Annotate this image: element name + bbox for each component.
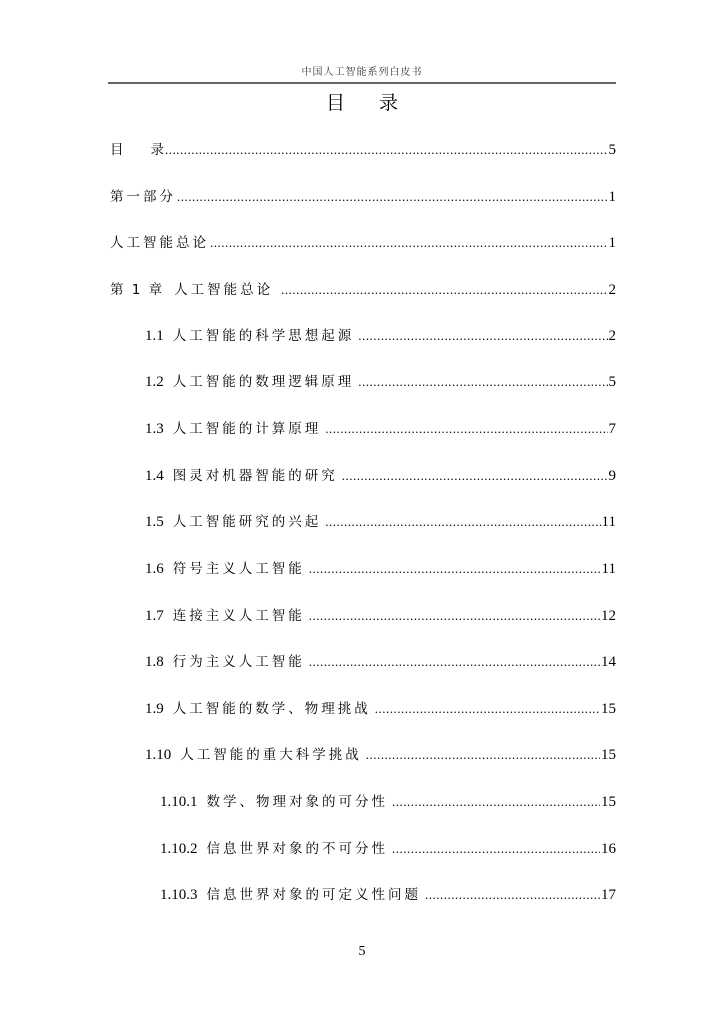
toc-entry-page: 15 xyxy=(601,701,616,717)
toc-leader-dots xyxy=(342,466,608,486)
toc-leader-dots xyxy=(425,885,600,905)
toc-leader-dots xyxy=(165,140,608,160)
toc-entry-chapter-1[interactable] xyxy=(110,280,616,300)
toc-entry-number: 1.3 xyxy=(145,421,164,437)
toc-entry-page: 15 xyxy=(601,794,616,810)
toc-entry-number: 1.10.3 xyxy=(160,887,198,903)
toc-entry-label: 人工智能研究的兴起 xyxy=(172,514,322,530)
header-rule xyxy=(108,82,616,84)
toc-entry-page: 16 xyxy=(601,841,616,857)
toc-entry-label: 图灵对机器智能的研究 xyxy=(172,468,338,484)
toc-leader-dots xyxy=(177,187,608,207)
toc-entry-label: 行为主义人工智能 xyxy=(172,654,305,670)
toc-leader-dots xyxy=(281,280,607,300)
toc-leader-dots xyxy=(392,839,600,859)
toc-title xyxy=(108,88,616,115)
toc-entry-1-3[interactable] xyxy=(145,419,616,439)
toc-entry-page: 5 xyxy=(608,142,616,158)
toc-entry-label: 符号主义人工智能 xyxy=(172,561,305,577)
toc-entry-label: 目 录 xyxy=(110,142,164,158)
toc-entry-page: 11 xyxy=(601,561,616,577)
toc-leader-dots xyxy=(375,699,600,719)
toc-entry-label: 信息世界对象的可定义性问题 xyxy=(206,887,421,903)
toc-entry-label: 人工智能的计算原理 xyxy=(172,421,322,437)
toc-entry-page: 7 xyxy=(608,421,616,437)
toc-entry-page: 2 xyxy=(608,328,616,344)
toc-entry-number: 第 1 章 xyxy=(110,282,165,298)
toc-leader-dots xyxy=(366,745,600,765)
toc-entry-1-8[interactable] xyxy=(145,652,616,672)
toc-entry-page: 2 xyxy=(608,282,616,298)
toc-entry-label: 人工智能的数理逻辑原理 xyxy=(172,374,355,390)
toc-entry-1-7[interactable] xyxy=(145,606,616,626)
toc-entry-part-1[interactable] xyxy=(110,187,616,207)
toc-entry-1-6[interactable] xyxy=(145,559,616,579)
toc-entry-page: 17 xyxy=(601,887,616,903)
toc-entry-1-5[interactable] xyxy=(145,512,616,532)
toc-entry-label: 人工智能的数学、物理挑战 xyxy=(172,701,371,717)
toc-entry-page: 1 xyxy=(608,235,616,251)
toc-entry-label: 数学、物理对象的可分性 xyxy=(206,794,388,810)
toc-leader-dots xyxy=(309,652,600,672)
toc-entry-label: 人工智能的科学思想起源 xyxy=(172,328,355,344)
toc-entry-1-2[interactable] xyxy=(145,372,616,392)
toc-entry-number: 1.2 xyxy=(145,374,164,390)
page-number: 5 xyxy=(358,944,366,959)
toc-leader-dots xyxy=(210,233,608,253)
toc-leader-dots xyxy=(392,792,600,812)
toc-entry-label: 信息世界对象的不可分性 xyxy=(206,841,388,857)
toc-leader-dots xyxy=(309,559,601,579)
toc-entry-ai-overview[interactable] xyxy=(110,233,616,253)
toc-entry-number: 1.4 xyxy=(145,468,164,484)
toc-entry-page: 5 xyxy=(608,374,616,390)
toc-leader-dots xyxy=(358,326,607,346)
toc-leader-dots xyxy=(325,512,600,532)
toc-entry-page: 11 xyxy=(601,514,616,530)
toc-entry-page: 9 xyxy=(608,468,616,484)
toc-entry-number: 1.6 xyxy=(145,561,164,577)
toc-entry-1-9[interactable] xyxy=(145,699,616,719)
toc-entry-number: 1.8 xyxy=(145,654,164,670)
toc-entry-label: 第一部分 xyxy=(110,189,176,205)
toc-title-char-1: 目 xyxy=(325,92,345,114)
running-header: 中国人工智能系列白皮书 xyxy=(301,67,423,78)
toc-entry-contents[interactable] xyxy=(110,140,616,160)
toc-entry-1-4[interactable] xyxy=(145,466,616,486)
toc-entry-number: 1.10.1 xyxy=(160,794,198,810)
toc-entry-1-10-2[interactable] xyxy=(160,839,616,859)
toc-entry-page: 1 xyxy=(608,189,616,205)
toc-entry-1-1[interactable] xyxy=(145,326,616,346)
toc-entry-1-10-3[interactable] xyxy=(160,885,616,905)
toc-entry-page: 14 xyxy=(601,654,616,670)
toc-entry-number: 1.10 xyxy=(145,747,172,763)
toc-entry-label: 人工智能总论 xyxy=(110,235,209,251)
toc-entry-label: 人工智能的重大科学挑战 xyxy=(180,747,362,763)
toc-entry-label: 连接主义人工智能 xyxy=(172,608,305,624)
toc-title-char-2: 录 xyxy=(379,92,399,114)
toc-entry-number: 1.5 xyxy=(145,514,164,530)
toc-entry-number: 1.1 xyxy=(145,328,164,344)
toc-entry-page: 15 xyxy=(601,747,616,763)
toc-entry-page: 12 xyxy=(601,608,616,624)
toc-leader-dots xyxy=(325,419,607,439)
toc-leader-dots xyxy=(309,606,600,626)
toc-entry-number: 1.9 xyxy=(145,701,164,717)
toc-entry-1-10[interactable] xyxy=(145,745,616,765)
toc-leader-dots xyxy=(358,372,607,392)
toc-entry-number: 1.7 xyxy=(145,608,164,624)
toc-entry-1-10-1[interactable] xyxy=(160,792,616,812)
toc-entry-label: 人工智能总论 xyxy=(174,282,274,298)
toc-entry-number: 1.10.2 xyxy=(160,841,198,857)
